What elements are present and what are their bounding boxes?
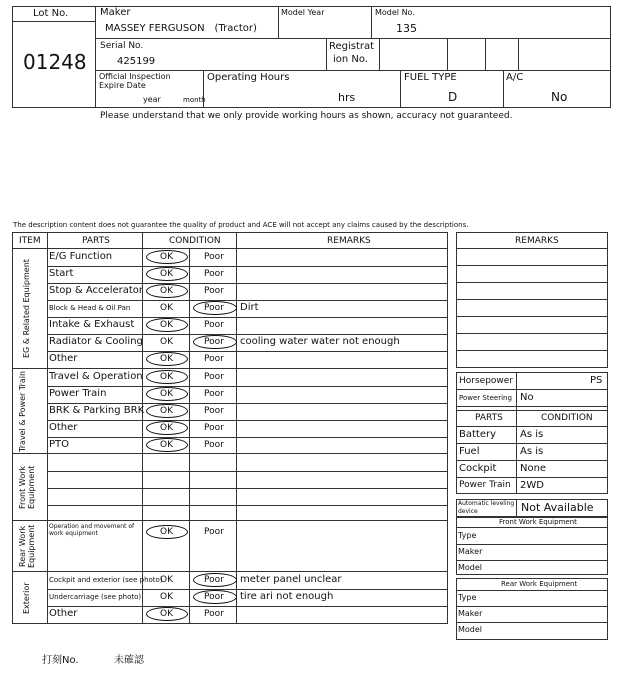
ok-circle — [146, 267, 188, 281]
poor-circle — [193, 335, 237, 349]
fuel-value: As is — [520, 446, 544, 457]
ok-option: OK — [160, 354, 173, 364]
front-maker-label: Maker — [458, 547, 483, 556]
rear-type-label: Type — [458, 593, 477, 602]
ok-option: OK — [160, 252, 173, 262]
poor-option: Poor — [204, 303, 224, 313]
registration-label-1: Registrat — [329, 41, 375, 52]
auto-level-label-2: device — [458, 508, 478, 515]
remark-text: Dirt — [240, 302, 259, 313]
cockpit-value: None — [520, 463, 547, 474]
part-label: Block & Head & Oil Pan — [49, 304, 131, 312]
part-label: Other — [49, 608, 78, 619]
auto-level-value: Not Available — [521, 501, 594, 514]
ok-circle — [146, 525, 188, 539]
poor-option: Poor — [204, 337, 224, 347]
ok-circle — [146, 387, 188, 401]
poor-option: Poor — [204, 354, 224, 364]
remarks-box — [456, 232, 608, 368]
power-steering-label: Power Steering — [459, 394, 512, 402]
ok-option: OK — [160, 592, 173, 602]
col-remarks: REMARKS — [327, 236, 371, 246]
group-rear: Rear Work Equipment — [18, 524, 36, 568]
group-exterior: Exterior — [22, 582, 31, 614]
poor-option: Poor — [204, 423, 224, 433]
disclaimer: The description content does not guarantee the quality of product and ACE will not accept any claims caused by the descriptions. — [13, 221, 469, 229]
poor-option: Poor — [204, 592, 224, 602]
ok-circle — [146, 438, 188, 452]
front-title: Front Work Equipment — [499, 518, 577, 526]
ok-option: OK — [160, 303, 173, 313]
battery-value: As is — [520, 429, 544, 440]
ok-option: OK — [160, 609, 173, 619]
ok-circle — [146, 370, 188, 384]
ok-option: OK — [160, 372, 173, 382]
year-label: year — [143, 95, 161, 104]
poor-circle — [193, 301, 237, 315]
battery-label: Battery — [459, 429, 497, 440]
part-label: Stop & Accelerator — [49, 285, 144, 296]
stamp-value: 未確認 — [114, 655, 144, 666]
ok-circle — [146, 421, 188, 435]
poor-option: Poor — [204, 575, 224, 585]
condition-col-label: CONDITION — [541, 413, 593, 423]
hours-notice: Please understand that we only provide working hours as shown, accuracy not guaranteed. — [100, 111, 513, 121]
cockpit-label: Cockpit — [459, 463, 497, 474]
ok-circle — [146, 284, 188, 298]
ok-option: OK — [160, 440, 173, 450]
col-condition: CONDITION — [169, 236, 221, 246]
poor-option: Poor — [204, 320, 224, 330]
poor-circle — [193, 590, 237, 604]
poor-option: Poor — [204, 440, 224, 450]
ok-option: OK — [160, 423, 173, 433]
front-model-label: Model — [458, 563, 483, 572]
hours-unit: hrs — [338, 91, 356, 104]
lot-number: 01248 — [23, 50, 87, 74]
inspection-label-2: Expire Date — [99, 81, 146, 90]
ok-option: OK — [160, 389, 173, 399]
col-item: ITEM — [19, 236, 41, 246]
maker-value: MASSEY FERGUSON (Tractor) — [105, 23, 257, 34]
part-label: Start — [49, 268, 74, 279]
model-no-value: 135 — [396, 22, 417, 35]
ac-value: No — [551, 90, 568, 104]
part-label: Other — [49, 422, 78, 433]
group-eg: EG & Related Equipment — [22, 259, 31, 358]
group-travel: Travel & Power Train — [18, 370, 27, 452]
header-block — [12, 6, 611, 108]
part-label: Travel & Operation — [49, 371, 143, 382]
poor-circle — [193, 573, 237, 587]
power-train-value: 2WD — [520, 480, 544, 491]
ac-label: A/C — [506, 72, 524, 83]
lot-label: Lot No. — [33, 8, 69, 19]
maker-label: Maker — [100, 7, 131, 18]
serial-value: 425199 — [117, 56, 156, 67]
fuel-label: Fuel — [459, 446, 480, 457]
inspection-label-1: Official Inspection — [99, 72, 171, 81]
serial-label: Serial No. — [100, 41, 144, 51]
poor-option: Poor — [204, 372, 224, 382]
poor-option: Poor — [204, 389, 224, 399]
rear-title: Rear Work Equipment — [501, 580, 578, 588]
poor-option: Poor — [204, 252, 224, 262]
part-label: E/G Function — [49, 251, 113, 262]
stamp-label: 打刻No. — [42, 655, 79, 666]
poor-option: Poor — [204, 406, 224, 416]
right-remarks-title: REMARKS — [515, 236, 559, 246]
poor-option: Poor — [204, 286, 224, 296]
ok-circle — [146, 352, 188, 366]
part-label: Undercarriage (see photo) — [49, 593, 142, 601]
hours-label: Operating Hours — [207, 72, 290, 83]
parts-col-label: PARTS — [475, 413, 503, 423]
ok-circle — [146, 250, 188, 264]
ok-circle — [146, 404, 188, 418]
ok-option: OK — [160, 575, 173, 585]
registration-label-2: ion No. — [333, 54, 369, 65]
part-label: Other — [49, 353, 78, 364]
ok-option: OK — [160, 527, 173, 537]
front-type-label: Type — [458, 531, 477, 540]
poor-option: Poor — [204, 527, 224, 537]
auto-level-label-1: Automatic leveling — [458, 500, 515, 507]
fuel-type-value: D — [448, 90, 458, 104]
ok-option: OK — [160, 286, 173, 296]
power-train-label: Power Train — [459, 480, 511, 490]
remark-text: tire ari not enough — [240, 591, 334, 602]
part-label: Radiator & Cooling — [49, 336, 143, 347]
model-year-label: Model Year — [281, 8, 325, 17]
poor-option: Poor — [204, 609, 224, 619]
month-label: month — [183, 96, 206, 104]
fuel-type-label: FUEL TYPE — [404, 72, 457, 83]
rear-model-label: Model — [458, 625, 483, 634]
part-label: Intake & Exhaust — [49, 319, 135, 330]
col-parts: PARTS — [82, 236, 110, 246]
ok-option: OK — [160, 269, 173, 279]
poor-option: Poor — [204, 269, 224, 279]
group-front: Front Work Equipment — [18, 465, 36, 509]
part-label: BRK & Parking BRK — [49, 405, 145, 416]
ok-option: OK — [160, 320, 173, 330]
remark-text: cooling water water not enough — [240, 336, 400, 347]
part-label: Power Train — [49, 388, 107, 399]
remark-text: meter panel unclear — [240, 574, 342, 585]
horsepower-label: Horsepower — [459, 376, 514, 386]
ok-circle — [146, 318, 188, 332]
ok-option: OK — [160, 337, 173, 347]
part-label: Operation and movement of work equipment — [49, 523, 135, 538]
power-steering-value: No — [520, 392, 534, 403]
part-label: Cockpit and exterior (see photo) — [49, 576, 163, 584]
part-label: PTO — [49, 439, 70, 450]
rear-maker-label: Maker — [458, 609, 483, 618]
ok-option: OK — [160, 406, 173, 416]
horsepower-unit: PS — [590, 375, 603, 386]
model-no-label: Model No. — [375, 8, 415, 17]
ok-circle — [146, 607, 188, 621]
